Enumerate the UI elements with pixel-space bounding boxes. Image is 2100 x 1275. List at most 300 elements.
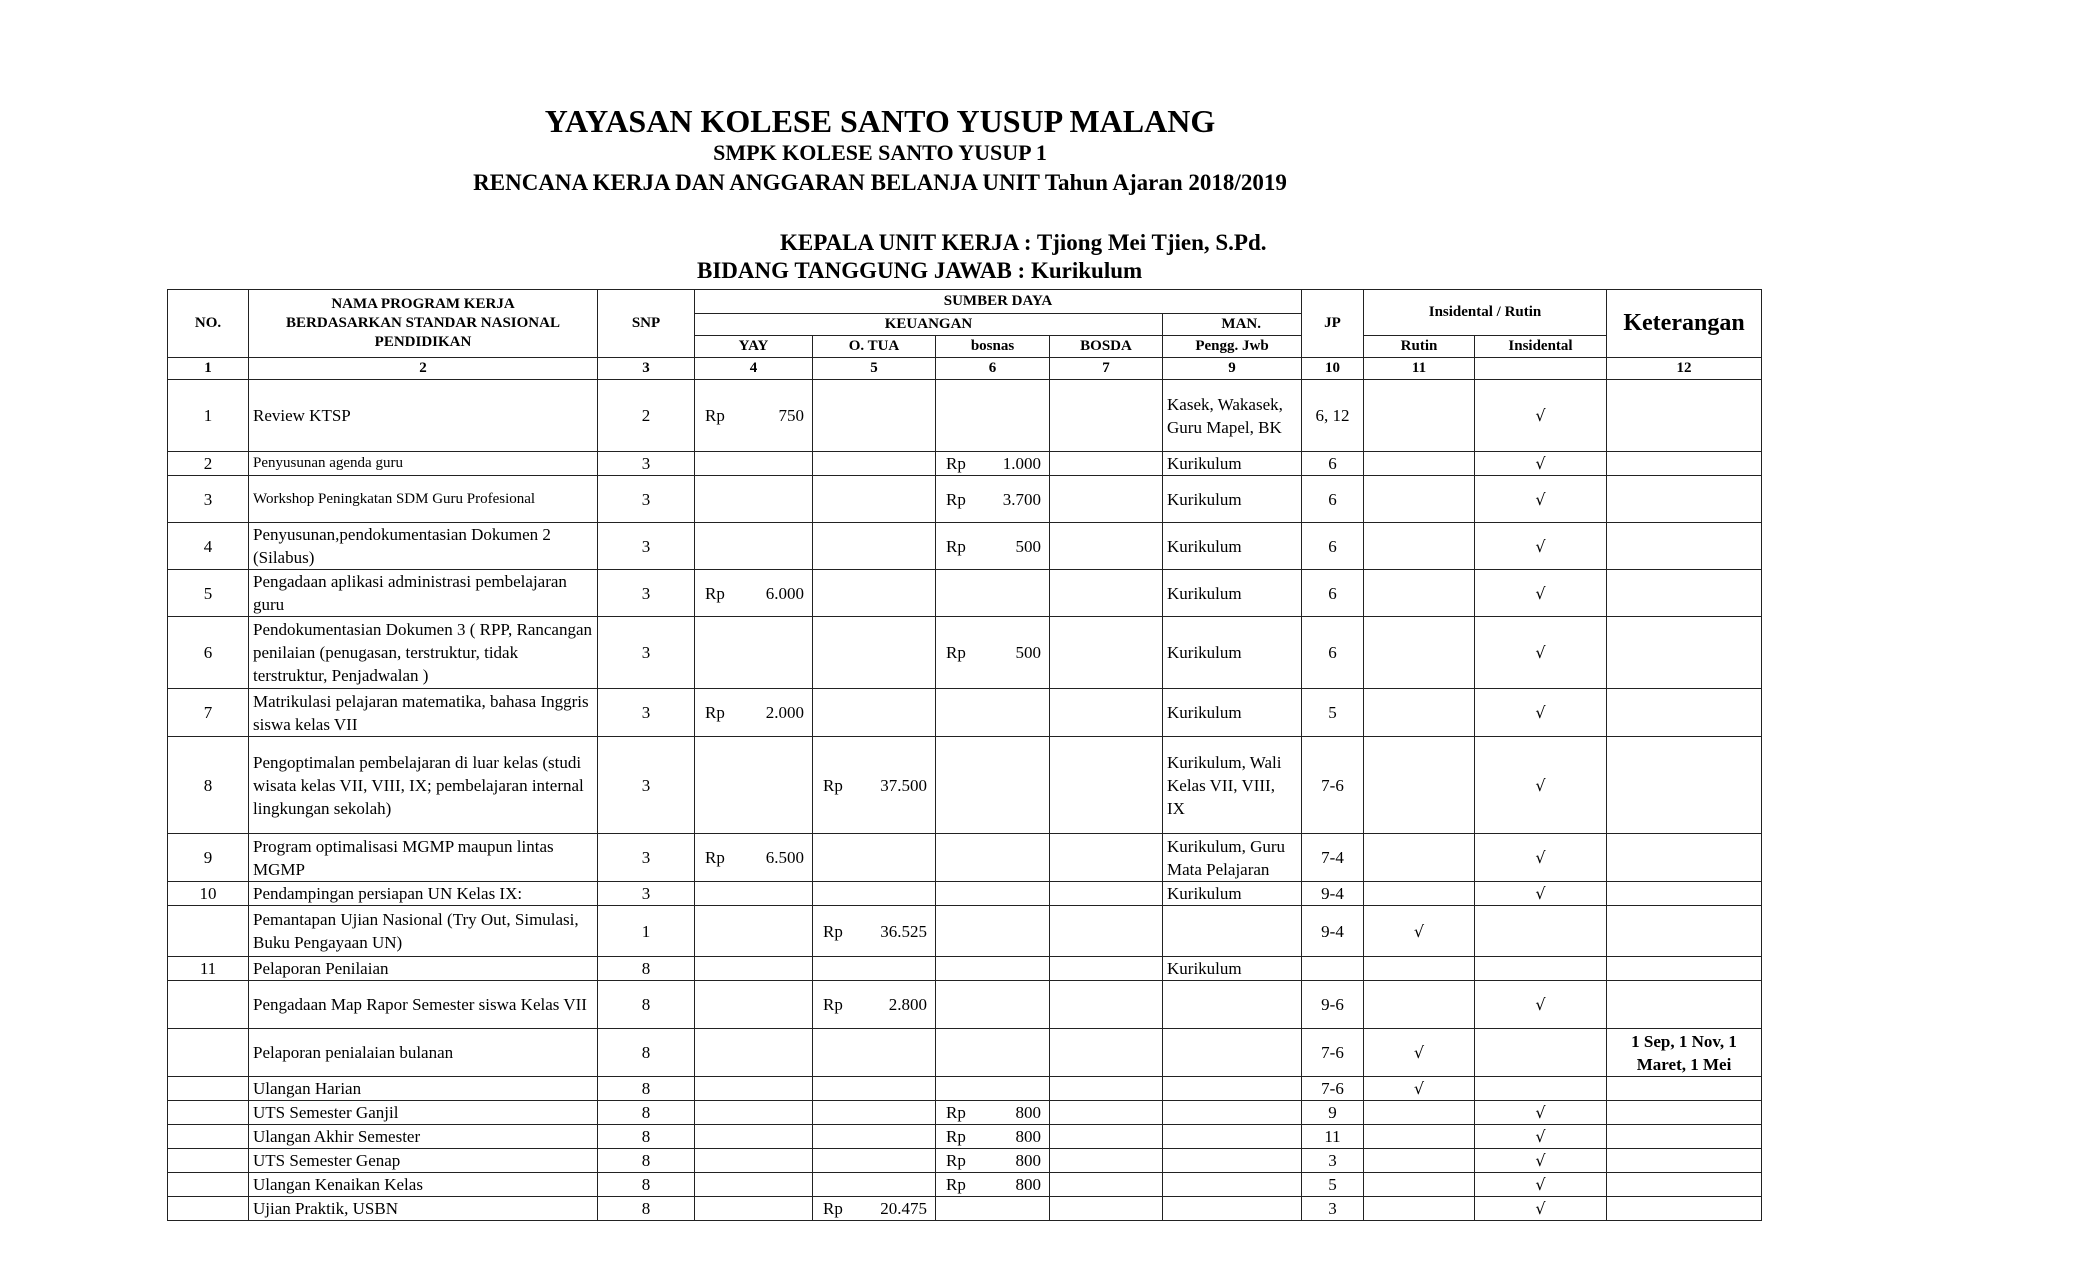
row-jp: 3 [1302, 1149, 1364, 1173]
row-jp: 9-6 [1302, 981, 1364, 1029]
currency-label: Rp [705, 848, 725, 867]
col-header-bosda: BOSDA [1050, 336, 1163, 358]
row-rutin [1364, 570, 1475, 617]
responsibility-value: Kurikulum [1030, 258, 1143, 283]
row-bosnas-amount [936, 1101, 1050, 1125]
check-mark-icon: √ [1413, 1043, 1425, 1062]
row-snp: 1 [598, 906, 695, 957]
row-otua-amount [813, 570, 936, 617]
row-bosnas-amount [936, 1029, 1050, 1077]
row-bosnas-amount [936, 981, 1050, 1029]
currency-label: Rp [946, 536, 966, 556]
column-index-cell: 5 [813, 358, 936, 380]
currency-label: Rp [823, 775, 843, 795]
row-no: 9 [168, 834, 249, 882]
amount-value: 800 [1015, 1103, 1041, 1122]
row-no: 8 [168, 737, 249, 834]
row-keterangan [1607, 981, 1762, 1029]
row-otua-amount [813, 1197, 936, 1221]
row-keterangan [1607, 689, 1762, 737]
row-keterangan [1607, 882, 1762, 906]
amount-value: 36.525 [880, 921, 927, 941]
row-bosnas-amount [936, 476, 1050, 523]
row-bosda-amount [1050, 1077, 1163, 1101]
column-index-cell: 6 [936, 358, 1050, 380]
row-bosda-amount [1050, 1149, 1163, 1173]
row-no: 11 [168, 957, 249, 981]
row-program-name: Penyusunan,pendokumentasian Dokumen 2 (Silabus) [249, 523, 598, 570]
table-row [168, 570, 1762, 617]
row-bosnas-amount [936, 452, 1050, 476]
row-rutin [1364, 1173, 1475, 1197]
row-otua-amount [813, 1029, 936, 1077]
unit-head-line [780, 230, 1267, 256]
column-index-cell [1475, 358, 1607, 380]
row-no [168, 1149, 249, 1173]
row-snp: 8 [598, 1149, 695, 1173]
row-jp: 9 [1302, 1101, 1364, 1125]
row-otua-amount [813, 882, 936, 906]
check-mark-icon: √ [1535, 583, 1546, 603]
plan-title: RENCANA KERJA DAN ANGGARAN BELANJA UNIT Tahun Ajaran 2018/2019 [473, 170, 1287, 195]
row-bosnas-amount [936, 380, 1050, 452]
row-otua-amount [813, 1077, 936, 1101]
row-snp: 3 [598, 834, 695, 882]
currency-label: Rp [946, 454, 966, 473]
row-yay-amount [695, 834, 813, 882]
row-rutin [1364, 834, 1475, 882]
row-jp: 5 [1302, 1173, 1364, 1197]
row-jp: 6 [1302, 570, 1364, 617]
row-no [168, 1101, 249, 1125]
row-insidental [1475, 476, 1607, 523]
row-bosda-amount [1050, 981, 1163, 1029]
column-index-cell: 10 [1302, 358, 1364, 380]
check-mark-icon: √ [1535, 643, 1546, 662]
row-rutin [1364, 1101, 1475, 1125]
row-snp: 3 [598, 689, 695, 737]
check-mark-icon: √ [1413, 1079, 1425, 1098]
row-program-name: UTS Semester Genap [249, 1149, 598, 1173]
row-pengg-jwb [1163, 1029, 1302, 1077]
row-yay-amount [695, 1173, 813, 1197]
col-header-keterangan: Keterangan [1607, 290, 1762, 358]
row-pengg-jwb: Kurikulum [1163, 617, 1302, 689]
row-otua-amount [813, 981, 936, 1029]
row-snp: 3 [598, 737, 695, 834]
row-keterangan [1607, 1101, 1762, 1125]
row-jp: 5 [1302, 689, 1364, 737]
row-program-name: Pelaporan penialaian bulanan [249, 1029, 598, 1077]
row-snp: 3 [598, 452, 695, 476]
row-insidental [1475, 1173, 1607, 1197]
column-index-cell: 7 [1050, 358, 1163, 380]
column-index-cell: 11 [1364, 358, 1475, 380]
amount-value: 800 [1015, 1175, 1041, 1194]
row-jp: 7-4 [1302, 834, 1364, 882]
row-insidental [1475, 570, 1607, 617]
row-program-name: Pengadaan Map Rapor Semester siswa Kelas VII [249, 981, 598, 1029]
table-row [168, 737, 1762, 834]
row-jp: 3 [1302, 1197, 1364, 1221]
row-snp: 3 [598, 476, 695, 523]
row-insidental [1475, 737, 1607, 834]
row-program-name: Review KTSP [249, 380, 598, 452]
row-no [168, 1077, 249, 1101]
row-jp: 6, 12 [1302, 380, 1364, 452]
check-mark-icon: √ [1413, 921, 1425, 941]
check-mark-icon: √ [1535, 406, 1546, 425]
row-yay-amount [695, 1125, 813, 1149]
row-keterangan [1607, 523, 1762, 570]
row-snp: 3 [598, 570, 695, 617]
row-pengg-jwb: Kurikulum [1163, 452, 1302, 476]
row-insidental [1475, 452, 1607, 476]
row-rutin [1364, 882, 1475, 906]
col-header-nama [249, 290, 598, 358]
row-pengg-jwb: Kurikulum [1163, 689, 1302, 737]
row-yay-amount [695, 380, 813, 452]
row-otua-amount [813, 689, 936, 737]
col-header-no: NO. [168, 290, 249, 358]
row-insidental [1475, 882, 1607, 906]
row-no [168, 981, 249, 1029]
check-mark-icon: √ [1535, 775, 1546, 795]
row-keterangan [1607, 906, 1762, 957]
row-rutin [1364, 1077, 1475, 1101]
table-row [168, 906, 1762, 957]
row-program-name: Workshop Peningkatan SDM Guru Profesional [249, 476, 598, 523]
row-pengg-jwb: Kurikulum [1163, 957, 1302, 981]
row-no [168, 906, 249, 957]
row-pengg-jwb: Kurikulum [1163, 570, 1302, 617]
row-program-name: Pengadaan aplikasi administrasi pembelajaran guru [249, 570, 598, 617]
row-otua-amount [813, 617, 936, 689]
table-row [168, 1149, 1762, 1173]
currency-label: Rp [823, 1199, 843, 1218]
row-jp: 7-6 [1302, 737, 1364, 834]
col-header-rutin: Rutin [1364, 336, 1475, 358]
table-row [168, 1197, 1762, 1221]
table-row [168, 981, 1762, 1029]
row-bosda-amount [1050, 689, 1163, 737]
row-no: 4 [168, 523, 249, 570]
col-header-man: MAN. [1163, 314, 1302, 336]
currency-label: Rp [946, 643, 966, 662]
row-keterangan [1607, 1077, 1762, 1101]
row-otua-amount [813, 476, 936, 523]
row-pengg-jwb [1163, 906, 1302, 957]
row-snp: 3 [598, 523, 695, 570]
row-bosda-amount [1050, 476, 1163, 523]
responsibility-line [697, 258, 1142, 284]
row-pengg-jwb: Kurikulum [1163, 523, 1302, 570]
row-jp: 9-4 [1302, 882, 1364, 906]
row-bosnas-amount [936, 834, 1050, 882]
row-pengg-jwb [1163, 981, 1302, 1029]
currency-label: Rp [946, 1151, 966, 1170]
row-insidental [1475, 981, 1607, 1029]
column-index-cell: 3 [598, 358, 695, 380]
row-pengg-jwb [1163, 1077, 1302, 1101]
row-program-name: Matrikulasi pelajaran matematika, bahasa Inggris siswa kelas VII [249, 689, 598, 737]
amount-value: 1.000 [1002, 454, 1041, 473]
row-insidental [1475, 1101, 1607, 1125]
row-yay-amount [695, 957, 813, 981]
row-no: 6 [168, 617, 249, 689]
row-bosnas-amount [936, 1149, 1050, 1173]
row-pengg-jwb [1163, 1101, 1302, 1125]
row-jp: 11 [1302, 1125, 1364, 1149]
row-yay-amount [695, 476, 813, 523]
row-bosnas-amount [936, 523, 1050, 570]
row-snp: 3 [598, 882, 695, 906]
row-program-name: Program optimalisasi MGMP maupun lintas MGMP [249, 834, 598, 882]
check-mark-icon: √ [1535, 1151, 1546, 1170]
row-insidental [1475, 1077, 1607, 1101]
col-header-insidental: Insidental [1475, 336, 1607, 358]
amount-value: 500 [1015, 643, 1041, 662]
row-bosda-amount [1050, 1125, 1163, 1149]
col-header-nama-line1: NAMA PROGRAM KERJA [331, 296, 515, 312]
table-row [168, 452, 1762, 476]
col-header-keuangan: KEUANGAN [695, 314, 1163, 336]
row-rutin [1364, 981, 1475, 1029]
check-mark-icon: √ [1535, 1127, 1546, 1146]
col-header-bosnas: bosnas [936, 336, 1050, 358]
row-bosda-amount [1050, 617, 1163, 689]
row-rutin [1364, 452, 1475, 476]
row-jp: 9-4 [1302, 906, 1364, 957]
row-program-name: Pemantapan Ujian Nasional (Try Out, Simulasi, Buku Pengayaan UN) [249, 906, 598, 957]
row-bosda-amount [1050, 906, 1163, 957]
row-bosda-amount [1050, 737, 1163, 834]
row-otua-amount [813, 1149, 936, 1173]
check-mark-icon: √ [1535, 995, 1546, 1014]
row-insidental [1475, 617, 1607, 689]
amount-value: 3.700 [1002, 489, 1041, 509]
row-insidental [1475, 957, 1607, 981]
row-bosnas-amount [936, 1173, 1050, 1197]
row-pengg-jwb: Kurikulum, Guru Mata Pelajaran [1163, 834, 1302, 882]
check-mark-icon: √ [1535, 848, 1546, 867]
check-mark-icon: √ [1535, 703, 1546, 722]
row-keterangan [1607, 834, 1762, 882]
amount-value: 2.800 [888, 995, 927, 1014]
row-keterangan [1607, 476, 1762, 523]
row-yay-amount [695, 570, 813, 617]
row-jp: 7-6 [1302, 1077, 1364, 1101]
row-bosnas-amount [936, 570, 1050, 617]
table-row [168, 617, 1762, 689]
row-yay-amount [695, 1029, 813, 1077]
row-keterangan [1607, 452, 1762, 476]
col-header-nama-line2: BERDASARKAN STANDAR NASIONAL [286, 315, 560, 331]
row-no [168, 1125, 249, 1149]
row-no: 1 [168, 380, 249, 452]
row-insidental [1475, 1149, 1607, 1173]
amount-value: 2.000 [765, 703, 804, 722]
responsibility-label: BIDANG TANGGUNG JAWAB : [697, 258, 1026, 283]
row-no [168, 1029, 249, 1077]
currency-label: Rp [946, 1175, 966, 1194]
row-otua-amount [813, 834, 936, 882]
row-yay-amount [695, 1149, 813, 1173]
row-yay-amount [695, 523, 813, 570]
row-bosda-amount [1050, 380, 1163, 452]
row-rutin [1364, 689, 1475, 737]
row-pengg-jwb [1163, 1149, 1302, 1173]
row-pengg-jwb: Kurikulum [1163, 882, 1302, 906]
row-snp: 8 [598, 957, 695, 981]
table-row [168, 476, 1762, 523]
row-snp: 3 [598, 617, 695, 689]
row-keterangan [1607, 957, 1762, 981]
currency-label: Rp [946, 1127, 966, 1146]
row-yay-amount [695, 689, 813, 737]
row-program-name: Penyusunan agenda guru [249, 452, 598, 476]
table-row [168, 834, 1762, 882]
row-snp: 8 [598, 1077, 695, 1101]
row-program-name: UTS Semester Ganjil [249, 1101, 598, 1125]
row-bosnas-amount [936, 1077, 1050, 1101]
row-yay-amount [695, 1077, 813, 1101]
row-no [168, 1197, 249, 1221]
row-pengg-jwb [1163, 1125, 1302, 1149]
row-bosda-amount [1050, 1029, 1163, 1077]
row-rutin [1364, 617, 1475, 689]
row-rutin [1364, 1149, 1475, 1173]
row-insidental [1475, 834, 1607, 882]
row-no: 10 [168, 882, 249, 906]
check-mark-icon: √ [1535, 536, 1546, 556]
row-no: 5 [168, 570, 249, 617]
row-rutin [1364, 380, 1475, 452]
row-yay-amount [695, 617, 813, 689]
row-program-name: Ulangan Harian [249, 1077, 598, 1101]
row-jp [1302, 957, 1364, 981]
row-keterangan [1607, 570, 1762, 617]
row-jp: 6 [1302, 523, 1364, 570]
row-program-name: Pendokumentasian Dokumen 3 ( RPP, Rancangan penilaian (penugasan, terstruktur, tidak terstruktur, Penjadwalan ) [249, 617, 598, 689]
currency-label: Rp [705, 583, 725, 603]
row-otua-amount [813, 737, 936, 834]
currency-label: Rp [705, 406, 725, 425]
col-header-pengg-jwb: Pengg. Jwb [1163, 336, 1302, 358]
row-snp: 8 [598, 1101, 695, 1125]
row-no: 2 [168, 452, 249, 476]
column-index-cell: 12 [1607, 358, 1762, 380]
check-mark-icon: √ [1535, 1175, 1546, 1194]
row-otua-amount [813, 957, 936, 981]
row-program-name: Ulangan Kenaikan Kelas [249, 1173, 598, 1197]
currency-label: Rp [823, 921, 843, 941]
currency-label: Rp [705, 703, 725, 722]
row-jp: 6 [1302, 452, 1364, 476]
col-header-otua: O. TUA [813, 336, 936, 358]
currency-label: Rp [946, 1103, 966, 1122]
row-pengg-jwb: Kurikulum [1163, 476, 1302, 523]
table-row [168, 523, 1762, 570]
col-header-nama-line3: PENDIDIKAN [374, 334, 472, 350]
row-yay-amount [695, 737, 813, 834]
row-snp: 8 [598, 1173, 695, 1197]
row-insidental [1475, 380, 1607, 452]
col-header-sumber-daya: SUMBER DAYA [695, 290, 1302, 314]
row-bosda-amount [1050, 570, 1163, 617]
row-otua-amount [813, 1101, 936, 1125]
unit-head-label: KEPALA UNIT KERJA : [780, 230, 1032, 255]
row-no [168, 1173, 249, 1197]
row-snp: 8 [598, 1029, 695, 1077]
row-keterangan [1607, 617, 1762, 689]
currency-label: Rp [946, 489, 966, 509]
row-insidental [1475, 1125, 1607, 1149]
row-otua-amount [813, 906, 936, 957]
table-row [168, 1125, 1762, 1149]
row-keterangan: 1 Sep, 1 Nov, 1 Maret, 1 Mei [1607, 1029, 1762, 1077]
row-bosnas-amount [936, 882, 1050, 906]
row-no: 3 [168, 476, 249, 523]
row-insidental [1475, 523, 1607, 570]
row-bosda-amount [1050, 882, 1163, 906]
check-mark-icon: √ [1535, 1199, 1546, 1218]
row-bosnas-amount [936, 737, 1050, 834]
amount-value: 6.000 [765, 583, 804, 603]
row-program-name: Pendampingan persiapan UN Kelas IX: [249, 882, 598, 906]
row-program-name: Pelaporan Penilaian [249, 957, 598, 981]
row-keterangan [1607, 737, 1762, 834]
school-name: SMPK KOLESE SANTO YUSUP 1 [713, 140, 1047, 165]
row-bosda-amount [1050, 834, 1163, 882]
row-snp: 8 [598, 1125, 695, 1149]
row-otua-amount [813, 380, 936, 452]
col-header-jp: JP [1302, 290, 1364, 358]
budget-table [167, 289, 1762, 1221]
column-index-cell: 9 [1163, 358, 1302, 380]
table-row [168, 689, 1762, 737]
row-insidental [1475, 1197, 1607, 1221]
column-index-cell: 4 [695, 358, 813, 380]
col-header-snp: SNP [598, 290, 695, 358]
table-row [168, 1101, 1762, 1125]
row-bosnas-amount [936, 957, 1050, 981]
row-bosnas-amount [936, 1125, 1050, 1149]
table-row [168, 1077, 1762, 1101]
row-insidental [1475, 1029, 1607, 1077]
row-bosda-amount [1050, 452, 1163, 476]
row-program-name: Ulangan Akhir Semester [249, 1125, 598, 1149]
row-yay-amount [695, 906, 813, 957]
row-rutin [1364, 957, 1475, 981]
row-otua-amount [813, 452, 936, 476]
row-bosda-amount [1050, 1173, 1163, 1197]
row-rutin [1364, 523, 1475, 570]
check-mark-icon: √ [1535, 884, 1546, 903]
row-snp: 2 [598, 380, 695, 452]
row-otua-amount [813, 1125, 936, 1149]
row-bosnas-amount [936, 617, 1050, 689]
table-row [168, 1173, 1762, 1197]
row-bosnas-amount [936, 906, 1050, 957]
row-bosnas-amount [936, 1197, 1050, 1221]
table-row [168, 1029, 1762, 1077]
amount-value: 37.500 [880, 775, 927, 795]
amount-value: 800 [1015, 1127, 1041, 1146]
row-jp: 6 [1302, 617, 1364, 689]
row-snp: 8 [598, 1197, 695, 1221]
check-mark-icon: √ [1535, 454, 1546, 473]
